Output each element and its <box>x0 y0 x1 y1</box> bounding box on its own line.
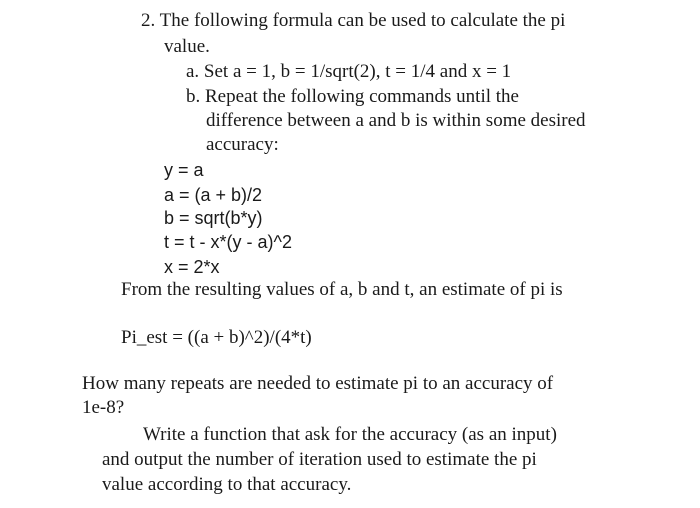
question-heading: 2. The following formula can be used to calculate the pi <box>141 10 566 31</box>
command-line: t = t - x*(y - a)^2 <box>164 232 292 252</box>
step-b-continued-2: accuracy: <box>206 134 279 155</box>
step-b: b. Repeat the following commands until the <box>186 86 519 107</box>
command-line: y = a <box>164 160 204 180</box>
command-line: a = (a + b)/2 <box>164 185 263 205</box>
accuracy-question: How many repeats are needed to estimate pi to an accuracy of <box>82 373 554 394</box>
result-text: From the resulting values of a, b and t, an estimate of pi is <box>121 279 563 300</box>
step-a: a. Set a = 1, b = 1/sqrt(2), t = 1/4 and x = 1 <box>186 61 512 82</box>
step-b-continued: difference between a and b is within some desired <box>206 110 586 131</box>
accuracy-question-continued: 1e-8? <box>82 397 125 418</box>
task-text: Write a function that ask for the accuracy (as an input) <box>143 424 557 445</box>
pi-formula: Pi_est = ((a + b)^2)/(4*t) <box>121 327 312 348</box>
command-line: b = sqrt(b*y) <box>164 208 263 228</box>
task-text-continued-2: value according to that accuracy. <box>102 474 352 495</box>
command-line: x = 2*x <box>164 257 220 277</box>
task-text-continued: and output the number of iteration used to estimate the pi <box>102 449 537 470</box>
question-heading-continued: value. <box>164 36 210 57</box>
